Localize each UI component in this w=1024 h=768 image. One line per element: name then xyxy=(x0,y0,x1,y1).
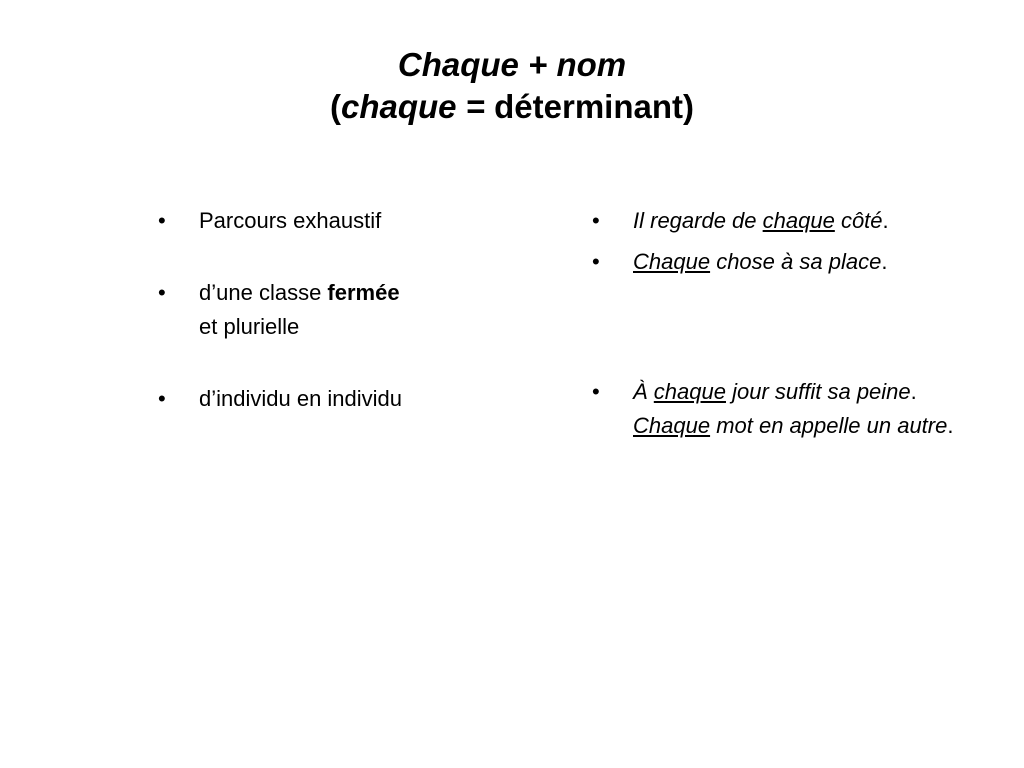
left-item-2-line2: et plurielle xyxy=(199,314,300,339)
example-3-text-b: jour suffit sa peine xyxy=(725,379,911,404)
left-item-1-text: Parcours exhaustif xyxy=(199,208,382,233)
bullet-icon: • xyxy=(592,208,600,233)
left-item-2-text: d’une classe xyxy=(199,280,328,305)
title-line-2 xyxy=(0,86,1024,128)
left-bullet-item xyxy=(158,382,488,416)
example-3-period: . xyxy=(910,379,917,404)
bullet-icon: • xyxy=(592,249,600,274)
example-1-text-a: Il regarde de xyxy=(633,208,763,233)
title-paren-open: ( xyxy=(329,88,341,125)
title-line-1-text: Chaque + nom xyxy=(397,46,627,83)
left-bullet-item xyxy=(158,276,488,344)
example-3-text-a: À xyxy=(633,379,654,404)
title-italic-part: chaque = xyxy=(340,88,485,125)
example-2-period: . xyxy=(881,249,888,274)
example-1-period: . xyxy=(882,208,889,233)
title-rest: déterminant) xyxy=(484,88,694,125)
left-column xyxy=(158,204,488,416)
bullet-icon: • xyxy=(158,386,166,411)
title-line-1 xyxy=(0,44,1024,86)
right-column xyxy=(592,204,1012,443)
example-2-text-b: chose à sa place xyxy=(710,249,882,274)
slide-title xyxy=(0,44,1024,128)
left-item-3-text: d’individu en individu xyxy=(199,386,403,411)
example-item xyxy=(592,245,1012,279)
bullet-icon: • xyxy=(592,379,600,404)
bullet-icon: • xyxy=(158,280,166,305)
example-4-period: . xyxy=(947,413,954,438)
example-2-underlined: Chaque xyxy=(633,249,711,274)
example-4-text-b: mot en appelle un autre xyxy=(710,413,948,438)
example-item xyxy=(592,375,1012,443)
example-4-underlined: Chaque xyxy=(633,413,711,438)
example-3-underlined: chaque xyxy=(653,379,726,404)
example-1-underlined: chaque xyxy=(762,208,835,233)
left-item-2-bold: fermée xyxy=(327,280,400,305)
left-bullet-item xyxy=(158,204,488,238)
example-item xyxy=(592,204,1012,238)
example-1-text-b: côté xyxy=(834,208,883,233)
bullet-icon: • xyxy=(158,208,166,233)
